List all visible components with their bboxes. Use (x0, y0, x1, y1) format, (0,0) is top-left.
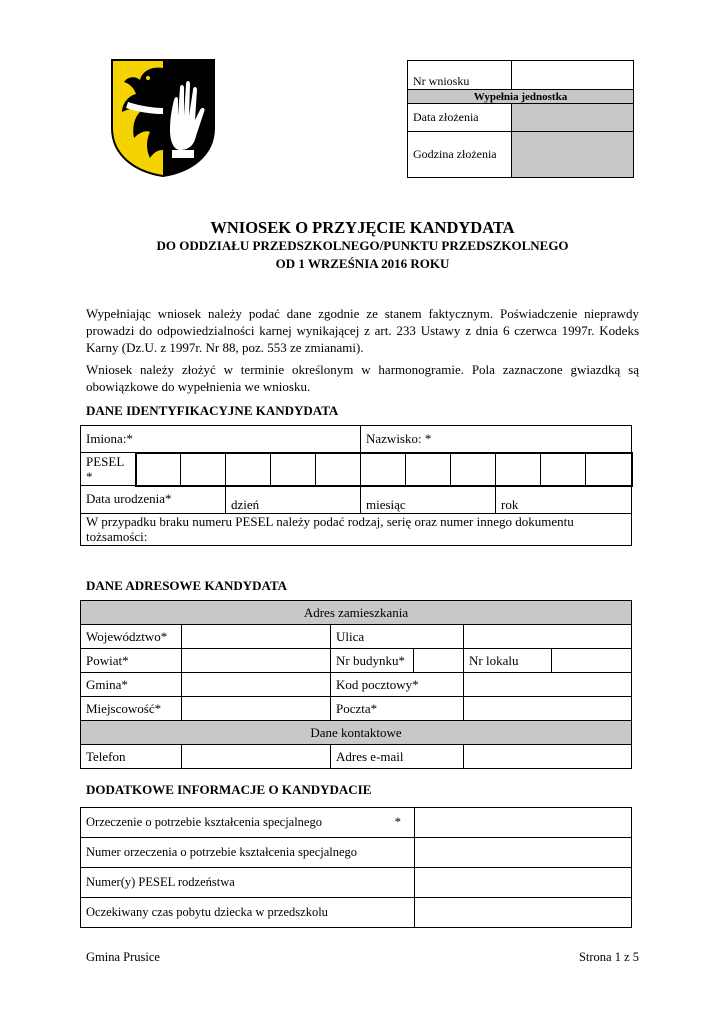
pesel-digit[interactable] (226, 453, 271, 486)
first-name-field[interactable] (81, 426, 361, 453)
voivodeship-label: Województwo* (81, 625, 182, 649)
town-field[interactable] (182, 697, 331, 721)
decision-number-label: Numer orzeczenia o potrzebie kształcenia specjalnego (81, 838, 415, 868)
pesel-digit[interactable] (406, 453, 451, 486)
post-office-label: Poczta* (331, 697, 464, 721)
footer-municipality: Gmina Prusice (86, 950, 160, 964)
pesel-label-cell (81, 453, 136, 486)
apartment-no-label: Nr lokalu (464, 649, 552, 673)
expected-stay-label: Oczekiwany czas pobytu dziecka w przedszkolu (81, 898, 415, 928)
filled-by-unit-label: Wypełnia jednostka (408, 90, 634, 104)
siblings-pesel-field[interactable] (415, 868, 632, 898)
birth-date-label: Data urodzenia* (81, 486, 226, 514)
office-use-box (407, 60, 634, 178)
intro-paragraph-2: Wniosek należy złożyć w terminie określonym w harmonogramie. Pola zaznaczone gwiazdką są obowiązkowe do wypełnienia we wniosku. (86, 362, 639, 394)
pesel-digit[interactable] (361, 453, 406, 486)
birth-year-field[interactable] (496, 486, 632, 514)
email-field[interactable] (464, 745, 632, 769)
county-field[interactable] (182, 649, 331, 673)
street-field[interactable] (464, 625, 632, 649)
address-section-title: DANE ADRESOWE KANDYDATA (86, 578, 288, 593)
street-label: Ulica (331, 625, 464, 649)
submission-date-field (512, 104, 634, 132)
pesel-digit[interactable] (181, 453, 226, 486)
post-office-field[interactable] (464, 697, 632, 721)
phone-label: Telefon (81, 745, 182, 769)
address-table (80, 600, 632, 769)
ident-table (80, 425, 633, 546)
commune-field[interactable] (182, 673, 331, 697)
pesel-label: PESEL (86, 454, 125, 469)
email-label: Adres e-mail (331, 745, 464, 769)
page-subtitle-2: OD 1 WRZEŚNIA 2016 ROKU (275, 256, 450, 271)
page-title: WNIOSEK O PRZYJĘCIE KANDYDATA (210, 218, 515, 237)
expected-stay-field[interactable] (415, 898, 632, 928)
day-label: dzień (231, 497, 260, 512)
pesel-digit[interactable] (496, 453, 541, 486)
pesel-digit[interactable] (586, 453, 632, 486)
voivodeship-field[interactable] (182, 625, 331, 649)
siblings-pesel-label: Numer(y) PESEL rodzeństwa (81, 868, 415, 898)
additional-info-table (80, 807, 632, 928)
last-name-label: Nazwisko: * (366, 430, 432, 446)
first-name-label: Imiona:* (86, 430, 133, 446)
building-no-label: Nr budynku* (331, 649, 414, 673)
submission-time-field (512, 132, 634, 178)
special-education-field[interactable] (415, 808, 632, 838)
other-id-document-field[interactable] (81, 514, 632, 546)
postal-code-field[interactable] (464, 673, 632, 697)
intro-paragraph-1: Wypełniając wniosek należy podać dane zgodnie ze stanem faktycznym. Poświadczenie nieprawdy prowadzi do odpowiedzialności karnej wynikającej z art. 233 Ustawy z dnia 6 czerwca 1997r. Kodeks Karny (Dz.U. z 1997r. Nr 88, poz. 553 ze zmianami). (86, 306, 639, 355)
county-label: Powiat* (81, 649, 182, 673)
contact-data-header: Dane kontaktowe (81, 721, 632, 745)
footer-page-number: Strona 1 z 5 (578, 950, 639, 964)
pesel-digit[interactable] (316, 453, 361, 486)
pesel-digit[interactable] (541, 453, 586, 486)
apartment-no-field[interactable] (552, 649, 632, 673)
coat-of-arms-logo (110, 58, 216, 178)
pesel-digit[interactable] (136, 453, 181, 486)
request-number-field[interactable] (512, 61, 634, 90)
pesel-digit[interactable] (271, 453, 316, 486)
decision-number-field[interactable] (415, 838, 632, 868)
no-pesel-note: W przypadku braku numeru PESEL należy podać rodzaj, serię oraz numer innego dokumentu tożsamości: (86, 514, 574, 544)
request-number-label: Nr wniosku (408, 61, 512, 90)
page-subtitle-1: DO ODDZIAŁU PRZEDSZKOLNEGO/PUNKTU PRZEDSZKOLNEGO (156, 238, 569, 253)
residence-address-header: Adres zamieszkania (81, 601, 632, 625)
pesel-digit[interactable] (451, 453, 496, 486)
extra-section-title: DODATKOWE INFORMACJE O KANDYDACIE (86, 782, 372, 797)
birth-day-field[interactable] (226, 486, 361, 514)
special-education-label: Orzeczenie o potrzebie kształcenia specjalnego (86, 815, 322, 829)
month-label: miesiąc (366, 497, 406, 512)
last-name-field[interactable] (361, 426, 632, 453)
submission-date-label: Data złożenia (408, 104, 512, 132)
phone-field[interactable] (182, 745, 331, 769)
commune-label: Gmina* (81, 673, 182, 697)
submission-time-label: Godzina złożenia (408, 132, 512, 178)
building-no-field[interactable] (414, 649, 464, 673)
town-label: Miejscowość* (81, 697, 182, 721)
ident-section-title: DANE IDENTYFIKACYJNE KANDYDATA (86, 403, 339, 418)
postal-code-label: Kod pocztowy* (331, 673, 464, 697)
pesel-required-star: * (86, 469, 93, 484)
special-education-required-star: * (394, 815, 401, 829)
year-label: rok (501, 497, 519, 512)
special-education-label-cell (81, 808, 415, 838)
birth-month-field[interactable] (361, 486, 496, 514)
